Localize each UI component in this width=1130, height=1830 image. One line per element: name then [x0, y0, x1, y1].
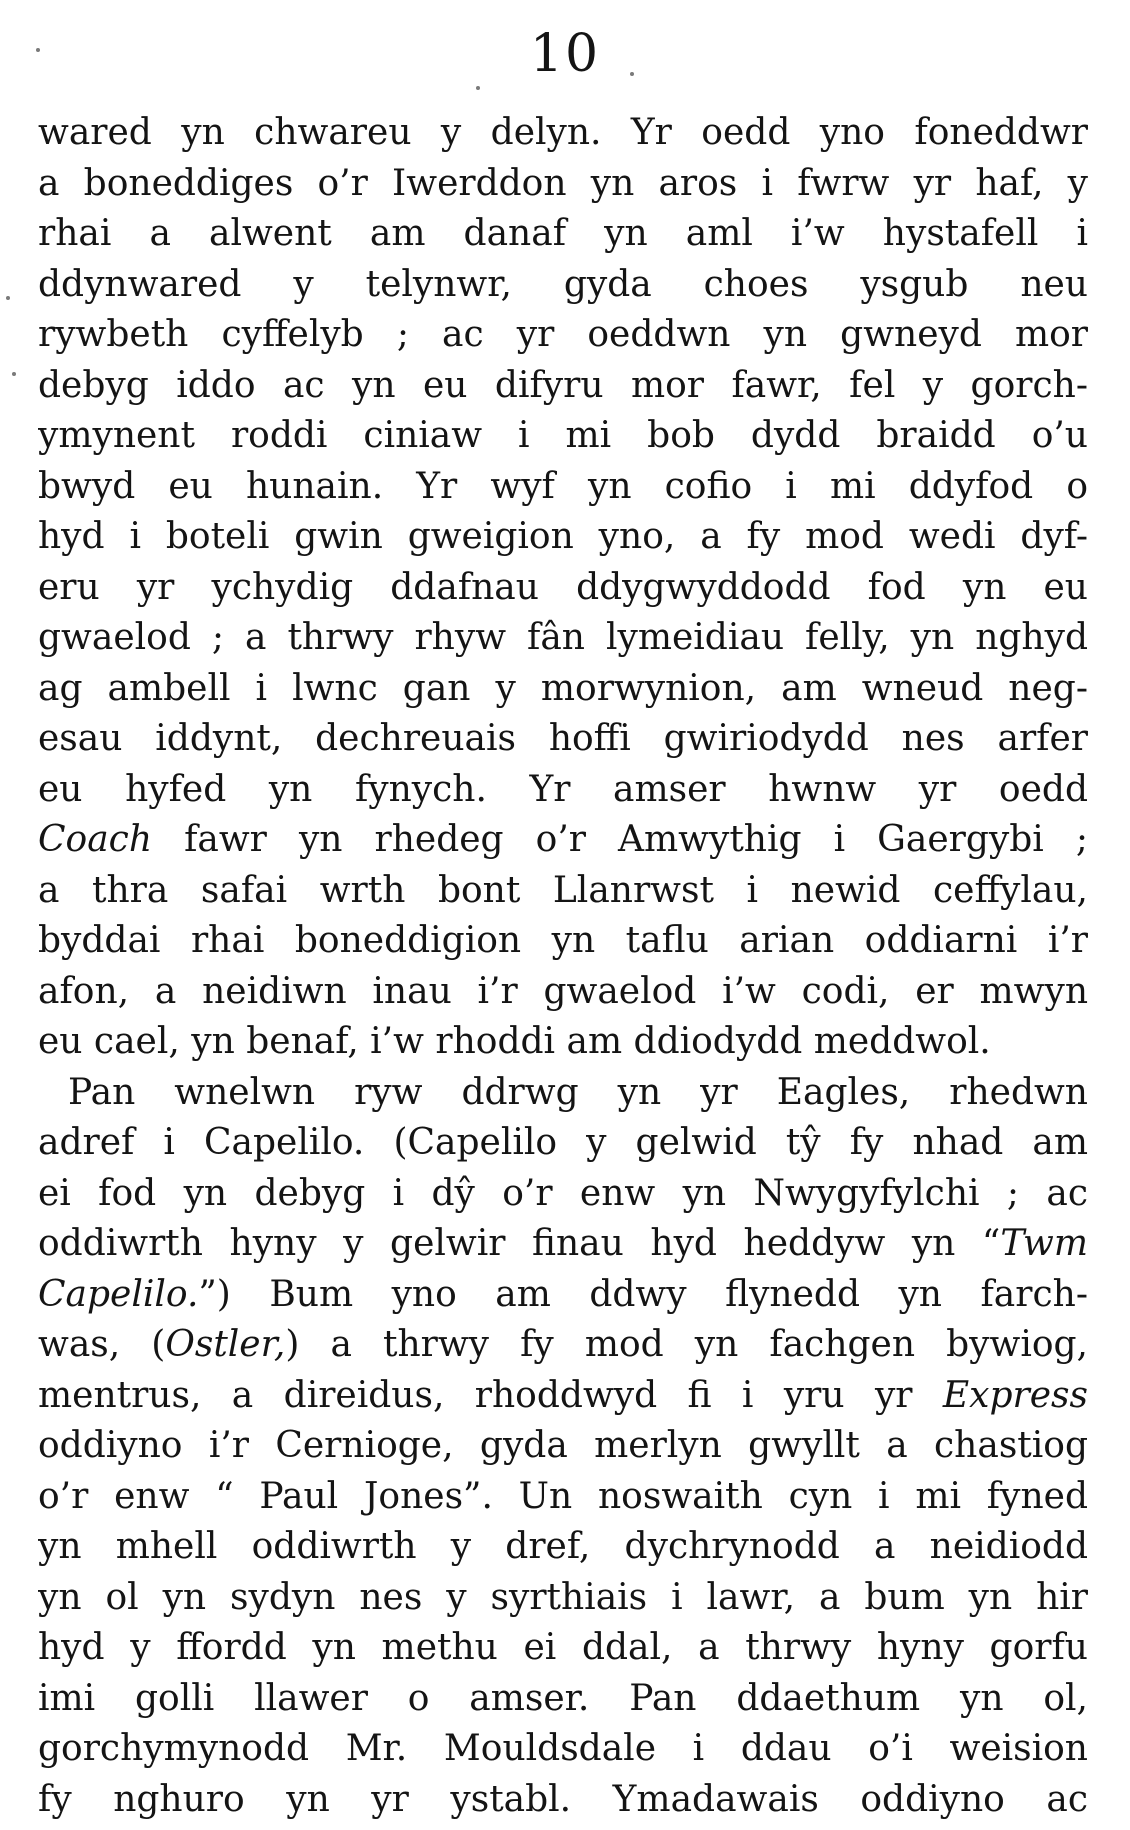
text-segment: ) a thrwy fy mod yn fachgen bywiog,: [285, 1324, 1088, 1365]
text-line: hyd i boteli gwin gweigion yno, a fy mod wedi dyf-: [38, 516, 1088, 557]
italic-word: Express: [942, 1374, 1088, 1416]
body-text: [38, 108, 1088, 1825]
text-line: afon, a neidiwn inau i’r gwaelod i’w codi, er mwyn: [38, 970, 1088, 1012]
text-line: ymynent roddi ciniaw i mi bob dydd braidd o’u: [38, 415, 1088, 456]
text-line: esau iddynt, dechreuais hoffi gwiriodydd nes arfer: [38, 718, 1088, 759]
text-line: rywbeth cyffelyb ; ac yr oeddwn yn gwneyd mor: [38, 314, 1088, 355]
print-speck: [12, 372, 16, 376]
text-line: eru yr ychydig ddafnau ddygwyddodd fod yn eu: [38, 566, 1088, 608]
text-segment: fawr yn rhedeg o’r Amwythig i Gaergybi ;: [152, 819, 1088, 860]
text-line: yn mhell oddiwrth y dref, dychrynodd a neidiodd: [38, 1526, 1088, 1567]
text-line: [38, 815, 1088, 866]
text-line: rhai a alwent am danaf yn aml i’w hystafell i: [38, 213, 1088, 254]
text-segment: mentrus, a direidus, rhoddwyd fi i yru yr: [38, 1374, 943, 1416]
italic-word: Twm: [1000, 1223, 1088, 1264]
text-line: [38, 1219, 1088, 1270]
text-line: oddiyno i’r Cernioge, gyda merlyn gwyllt a chastiog: [38, 1425, 1088, 1466]
text-line: eu hyfed yn fynych. Yr amser hwnw yr oedd: [38, 768, 1088, 810]
text-line: a boneddiges o’r Iwerddon yn aros i fwrw yr haf, y: [38, 162, 1088, 204]
page-number: 10: [529, 24, 601, 84]
text-line: bwyd eu hunain. Yr wyf yn cofio i mi ddyfod o: [38, 465, 1088, 507]
text-segment: oddiwrth hyny y gelwir finau hyd heddyw yn “: [38, 1223, 1001, 1264]
text-line: imi golli llawer o amser. Pan ddaethum yn ol,: [38, 1677, 1088, 1719]
text-line: o’r enw “ Paul Jones”. Un noswaith cyn i mi fyned: [38, 1475, 1088, 1517]
text-line: [38, 1320, 1088, 1371]
print-speck: [476, 86, 480, 90]
text-line: [38, 1371, 1088, 1422]
print-speck: [6, 296, 10, 300]
text-line: [38, 1270, 1088, 1321]
text-line: gorchymynodd Mr. Mouldsdale i ddau o’i weision: [38, 1728, 1088, 1769]
text-line: Pan wnelwn ryw ddrwg yn yr Eagles, rhedwn: [68, 1071, 1088, 1113]
text-line: fy nghuro yn yr ystabl. Ymadawais oddiyno ac: [38, 1778, 1088, 1820]
print-speck: [36, 48, 40, 52]
text-segment: was, (: [38, 1324, 166, 1365]
text-line: ag ambell i lwnc gan y morwynion, am wneud neg-: [38, 667, 1088, 709]
text-line: ddynwared y telynwr, gyda choes ysgub neu: [38, 263, 1088, 305]
text-segment: ”) Bum yno am ddwy flynedd yn farch-: [198, 1273, 1088, 1315]
text-line: a thra safai wrth bont Llanrwst i newid ceffylau,: [38, 869, 1088, 911]
text-line: yn ol yn sydyn nes y syrthiais i lawr, a bum yn hir: [38, 1576, 1088, 1618]
text-line: eu cael, yn benaf, i’w rhoddi am ddiodydd meddwol.: [38, 1021, 991, 1062]
print-speck: [630, 72, 634, 76]
italic-word: Ostler,: [165, 1324, 286, 1365]
text-line: wared yn chwareu y delyn. Yr oedd yno foneddwr: [38, 112, 1088, 153]
text-line: debyg iddo ac yn eu difyru mor fawr, fel y gorch-: [38, 364, 1088, 406]
text-line: gwaelod ; a thrwy rhyw fân lymeidiau felly, yn nghyd: [38, 617, 1088, 658]
text-line: byddai rhai boneddigion yn taflu arian oddiarni i’r: [38, 920, 1088, 961]
text-line: ei fod yn debyg i dŷ o’r enw yn Nwygyfylchi ; ac: [38, 1172, 1088, 1214]
italic-word: Capelilo.: [38, 1273, 199, 1315]
text-line: hyd y ffordd yn methu ei ddal, a thrwy hyny gorfu: [38, 1627, 1088, 1668]
italic-word: Coach: [38, 819, 153, 860]
text-line: adref i Capelilo. (Capelilo y gelwid tŷ fy nhad am: [38, 1122, 1088, 1163]
